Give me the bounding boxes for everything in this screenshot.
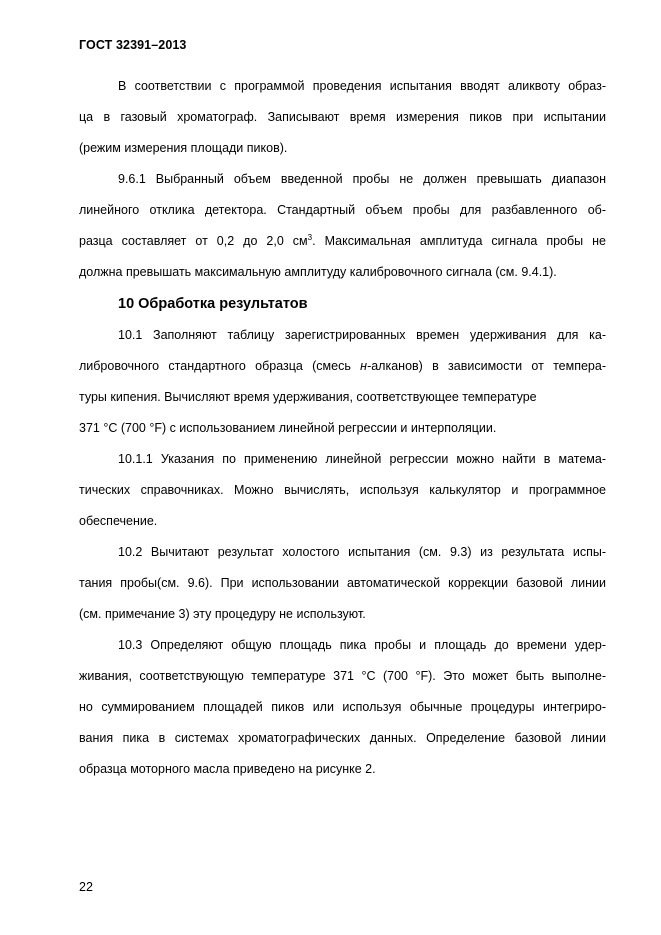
text-line: образца моторного масла приведено на рисунке 2. xyxy=(79,762,376,776)
paragraph-10-3 xyxy=(79,630,606,785)
text-line: вания пика в системах хроматографических данных. Определение базовой линии xyxy=(79,731,606,745)
paragraph-10-1-1 xyxy=(79,444,606,537)
page-number: 22 xyxy=(79,880,93,894)
text-line: туры кипения. Вычисляют время удерживания, соответствующее температуре xyxy=(79,390,537,404)
text-fragment: разца составляет от 0,2 до 2,0 см xyxy=(79,234,308,248)
text-line: 10.1.1 Указания по применению линейной регрессии можно найти в матема- xyxy=(118,452,606,466)
superscript-3: 3 xyxy=(307,232,313,242)
text-line: (режим измерения площади пиков). xyxy=(79,141,288,155)
text-line-with-italic xyxy=(79,351,606,382)
text-line: 10.1 Заполняют таблицу зарегистрированных времен удерживания для ка- xyxy=(118,328,606,342)
text-fragment: либровочного стандартного образца (смесь xyxy=(79,359,361,373)
text-line: но суммированием площадей пиков или используя обычные процедуры интегриро- xyxy=(79,700,606,714)
text-line: 9.6.1 Выбранный объем введенной пробы не должен превышать диапазон xyxy=(118,172,606,186)
text-line: 10.3 Определяют общую площадь пика пробы и площадь до времени удер- xyxy=(118,638,606,652)
document-code-header: ГОСТ 32391–2013 xyxy=(79,38,187,52)
text-line-with-superscript xyxy=(79,226,606,257)
text-line: тических справочниках. Можно вычислять, используя калькулятор и программное xyxy=(79,483,606,497)
text-line: В соответствии с программой проведения испытания вводят аликвоту образ- xyxy=(118,79,606,93)
text-fragment: . Максимальная амплитуда сигнала пробы не xyxy=(312,234,606,248)
paragraph-9-6-1 xyxy=(79,164,606,288)
text-line: 371 °С (700 °F) с использованием линейной регрессии и интерполяции. xyxy=(79,421,497,435)
text-line: 10.2 Вычитают результат холостого испытания (см. 9.3) из результата испы- xyxy=(118,545,606,559)
document-body xyxy=(79,71,606,785)
text-line: обеспечение. xyxy=(79,514,158,528)
paragraph-10-2 xyxy=(79,537,606,630)
text-line: ца в газовый хроматограф. Записывают время измерения пиков при испытании xyxy=(79,110,606,124)
text-line: линейного отклика детектора. Стандартный объем пробы для разбавленного об- xyxy=(79,203,606,217)
italic-n: н xyxy=(360,359,368,373)
paragraph-10-1 xyxy=(79,320,606,444)
text-line: живания, соответствующую температуре 371 °С (700 °F). Это может быть выполне- xyxy=(79,669,606,683)
text-line: тания пробы(см. 9.6). При использовании автоматической коррекции базовой линии xyxy=(79,576,606,590)
text-line: должна превышать максимальную амплитуду калибровочного сигнала (см. 9.4.1). xyxy=(79,265,557,279)
paragraph-aliquot-injection xyxy=(79,71,606,164)
text-line: (см. примечание 3) эту процедуру не используют. xyxy=(79,607,366,621)
text-fragment: -алканов) в зависимости от темпера- xyxy=(367,359,606,373)
section-title-10: 10 Обработка результатов xyxy=(118,296,308,312)
